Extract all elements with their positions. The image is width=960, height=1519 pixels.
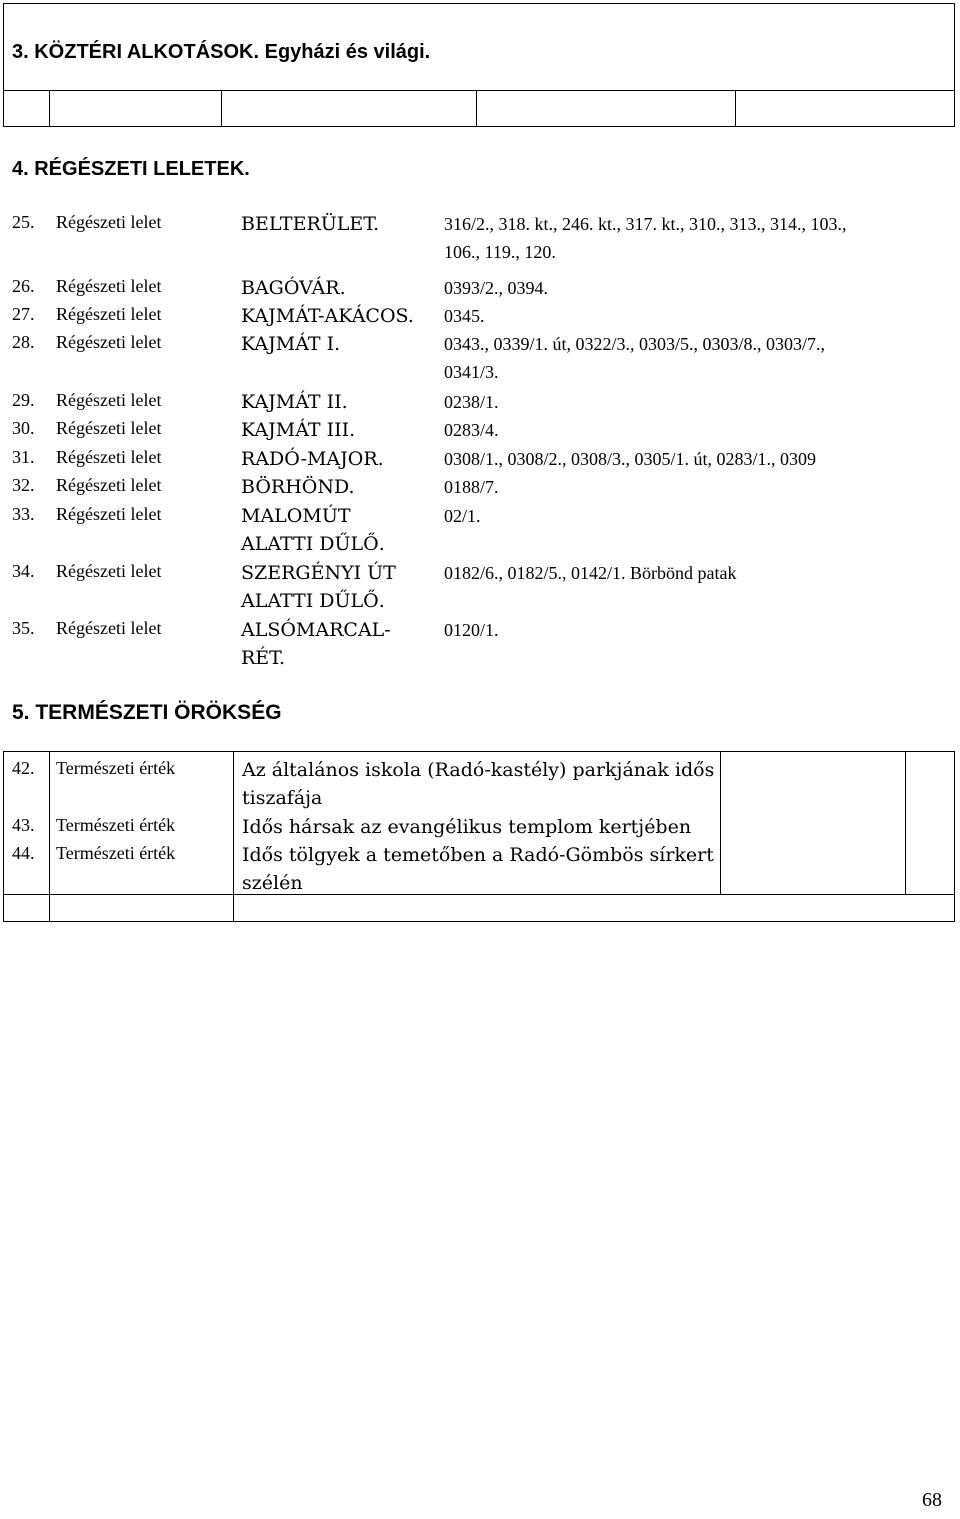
row-place: KAJMÁT-AKÁCOS. [241, 305, 414, 327]
row-type: Természeti érték [56, 758, 176, 778]
row-type: Régészeti lelet [56, 418, 162, 438]
row-lots: 0308/1., 0308/2., 0308/3., 0305/1. út, 0283/1., 0309 [444, 449, 817, 469]
row-lots: 0345. [444, 306, 485, 326]
row-place: ALATTI DŰLŐ. [241, 533, 385, 555]
row-type: Régészeti lelet [56, 561, 162, 581]
page-number: 68 [922, 1489, 942, 1511]
row-place: ALSÓMARCAL- [241, 619, 391, 641]
row-type: Régészeti lelet [56, 332, 162, 352]
row-description: Az általános iskola (Radó-kastély) parkjának idős [242, 759, 715, 781]
table-border [49, 751, 50, 922]
row-description: szélén [242, 872, 303, 894]
row-number: 27. [12, 304, 35, 324]
row-place: BAGÓVÁR. [241, 277, 346, 299]
row-number: 28. [12, 332, 35, 352]
row-type: Régészeti lelet [56, 276, 162, 296]
row-place: RADÓ-MAJOR. [241, 448, 384, 470]
row-lots: 0341/3. [444, 362, 499, 382]
row-number: 34. [12, 561, 35, 581]
row-number: 29. [12, 390, 35, 410]
table-border [221, 90, 222, 126]
row-place: SZERGÉNYI ÚT [241, 562, 396, 584]
table-border [3, 90, 955, 91]
table-border [49, 90, 50, 126]
row-number: 32. [12, 475, 35, 495]
row-type: Természeti érték [56, 843, 176, 863]
row-type: Régészeti lelet [56, 304, 162, 324]
row-place: KAJMÁT I. [241, 333, 341, 355]
row-type: Régészeti lelet [56, 504, 162, 524]
table-border [905, 751, 906, 894]
row-number: 31. [12, 447, 35, 467]
table-border [954, 3, 955, 127]
table-border [735, 90, 736, 126]
row-lots: 0238/1. [444, 392, 499, 412]
table-border [3, 751, 4, 922]
section-5-heading: 5. TERMÉSZETI ÖRÖKSÉG [12, 701, 282, 724]
table-border [720, 751, 721, 894]
section-3-heading: 3. KÖZTÉRI ALKOTÁSOK. Egyházi és világi. [12, 41, 431, 63]
table-border [3, 894, 955, 895]
row-type: Természeti érték [56, 815, 176, 835]
row-type: Régészeti lelet [56, 390, 162, 410]
row-lots: 0343., 0339/1. út, 0322/3., 0303/5., 0303/8., 0303/7., [444, 334, 826, 354]
row-description: tiszafája [242, 787, 323, 809]
row-lots: 02/1. [444, 506, 481, 526]
row-number: 33. [12, 504, 35, 524]
row-place: BELTERÜLET. [241, 213, 380, 235]
table-border [3, 126, 955, 127]
table-border [3, 921, 955, 922]
table-border [233, 751, 234, 922]
row-place: KAJMÁT II. [241, 391, 348, 413]
row-number: 42. [12, 758, 35, 778]
section-4-heading: 4. RÉGÉSZETI LELETEK. [12, 158, 250, 180]
table-border [3, 3, 4, 127]
row-number: 25. [12, 212, 35, 232]
row-place: MALOMÚT [241, 505, 351, 527]
table-border [3, 3, 955, 4]
row-type: Régészeti lelet [56, 475, 162, 495]
row-lots: 0182/6., 0182/5., 0142/1. Börbönd patak [444, 563, 737, 583]
row-number: 35. [12, 618, 35, 638]
row-place: ALATTI DŰLŐ. [241, 590, 385, 612]
row-number: 26. [12, 276, 35, 296]
row-type: Régészeti lelet [56, 447, 162, 467]
table-border [476, 90, 477, 126]
row-lots: 0188/7. [444, 477, 499, 497]
row-lots: 0393/2., 0394. [444, 278, 549, 298]
row-place: KAJMÁT III. [241, 419, 356, 441]
table-border [954, 751, 955, 922]
row-lots: 316/2., 318. kt., 246. kt., 317. kt., 310., 313., 314., 103., [444, 214, 847, 234]
row-number: 43. [12, 815, 35, 835]
row-lots: 0120/1. [444, 620, 499, 640]
row-type: Régészeti lelet [56, 618, 162, 638]
row-description: Idős tölgyek a temetőben a Radó-Gömbös sírkert [242, 844, 714, 866]
row-description: Idős hársak az evangélikus templom kertjében [242, 816, 692, 838]
row-place: BÖRHÖND. [241, 476, 355, 498]
row-number: 44. [12, 843, 35, 863]
row-lots: 106., 119., 120. [444, 242, 556, 262]
row-number: 30. [12, 418, 35, 438]
table-border [3, 751, 955, 752]
row-place: RÉT. [241, 647, 286, 669]
row-lots: 0283/4. [444, 420, 499, 440]
row-type: Régészeti lelet [56, 212, 162, 232]
